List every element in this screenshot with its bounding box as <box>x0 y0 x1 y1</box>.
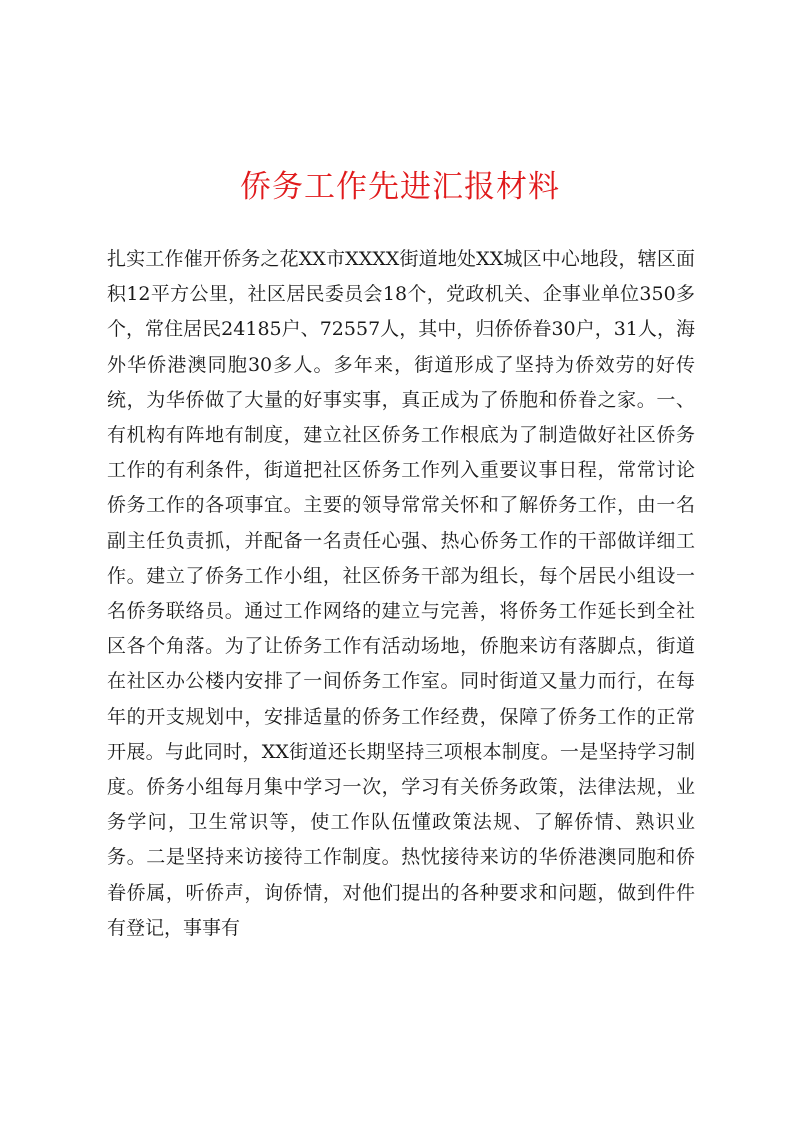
document-title: 侨务工作先进汇报材料 <box>240 169 560 205</box>
document-body-paragraph: 扎实工作催开侨务之花XX市XXXX街道地处XX城区中心地段，辖区面积12平方公里，社区居民委员会18个，党政机关、企事业单位350多个，常住居民24185户、72557人，其中，归侨侨眷30户，31人，海外华侨港澳同胞30多人。多年来，街道形成了坚持为侨效劳的好传统，为华侨做了大量的好事实事，真正成为了侨胞和侨眷之家。一、有机构有阵地有制度，建立社区侨务工作根底为了制造做好社区侨务工作的有利条件，街道把社区侨务工作列入重要议事日程，常常讨论侨务工作的各项事宜。主要的领导常常关怀和了解侨务工作，由一名副主任负责抓，并配备一名责任心强、热心侨务工作的干部做详细工作。建立了侨务工作小组，社区侨务干部为组长，每个居民小组设一名侨务联络员。通过工作网络的建立与完善，将侨务工作延长到全社区各个角落。为了让侨务工作有活动场地，侨胞来访有落脚点，街道在社区办公楼内安排了一间侨务工作室。同时街道又量力而行，在每年的开支规划中，安排适量的侨务工作经费，保障了侨务工作的正常开展。与此同时，XX街道还长期坚持三项根本制度。一是坚持学习制度。侨务小组每月集中学习一次，学习有关侨务政策，法律法规，业务学问，卫生常识等，使工作队伍懂政策法规、了解侨情、熟识业务。二是坚持来访接待工作制度。热忱接待来访的华侨港澳同胞和侨眷侨属，听侨声，询侨情，对他们提出的各种要求和问题，做到件件有登记，事事有 <box>107 248 695 939</box>
